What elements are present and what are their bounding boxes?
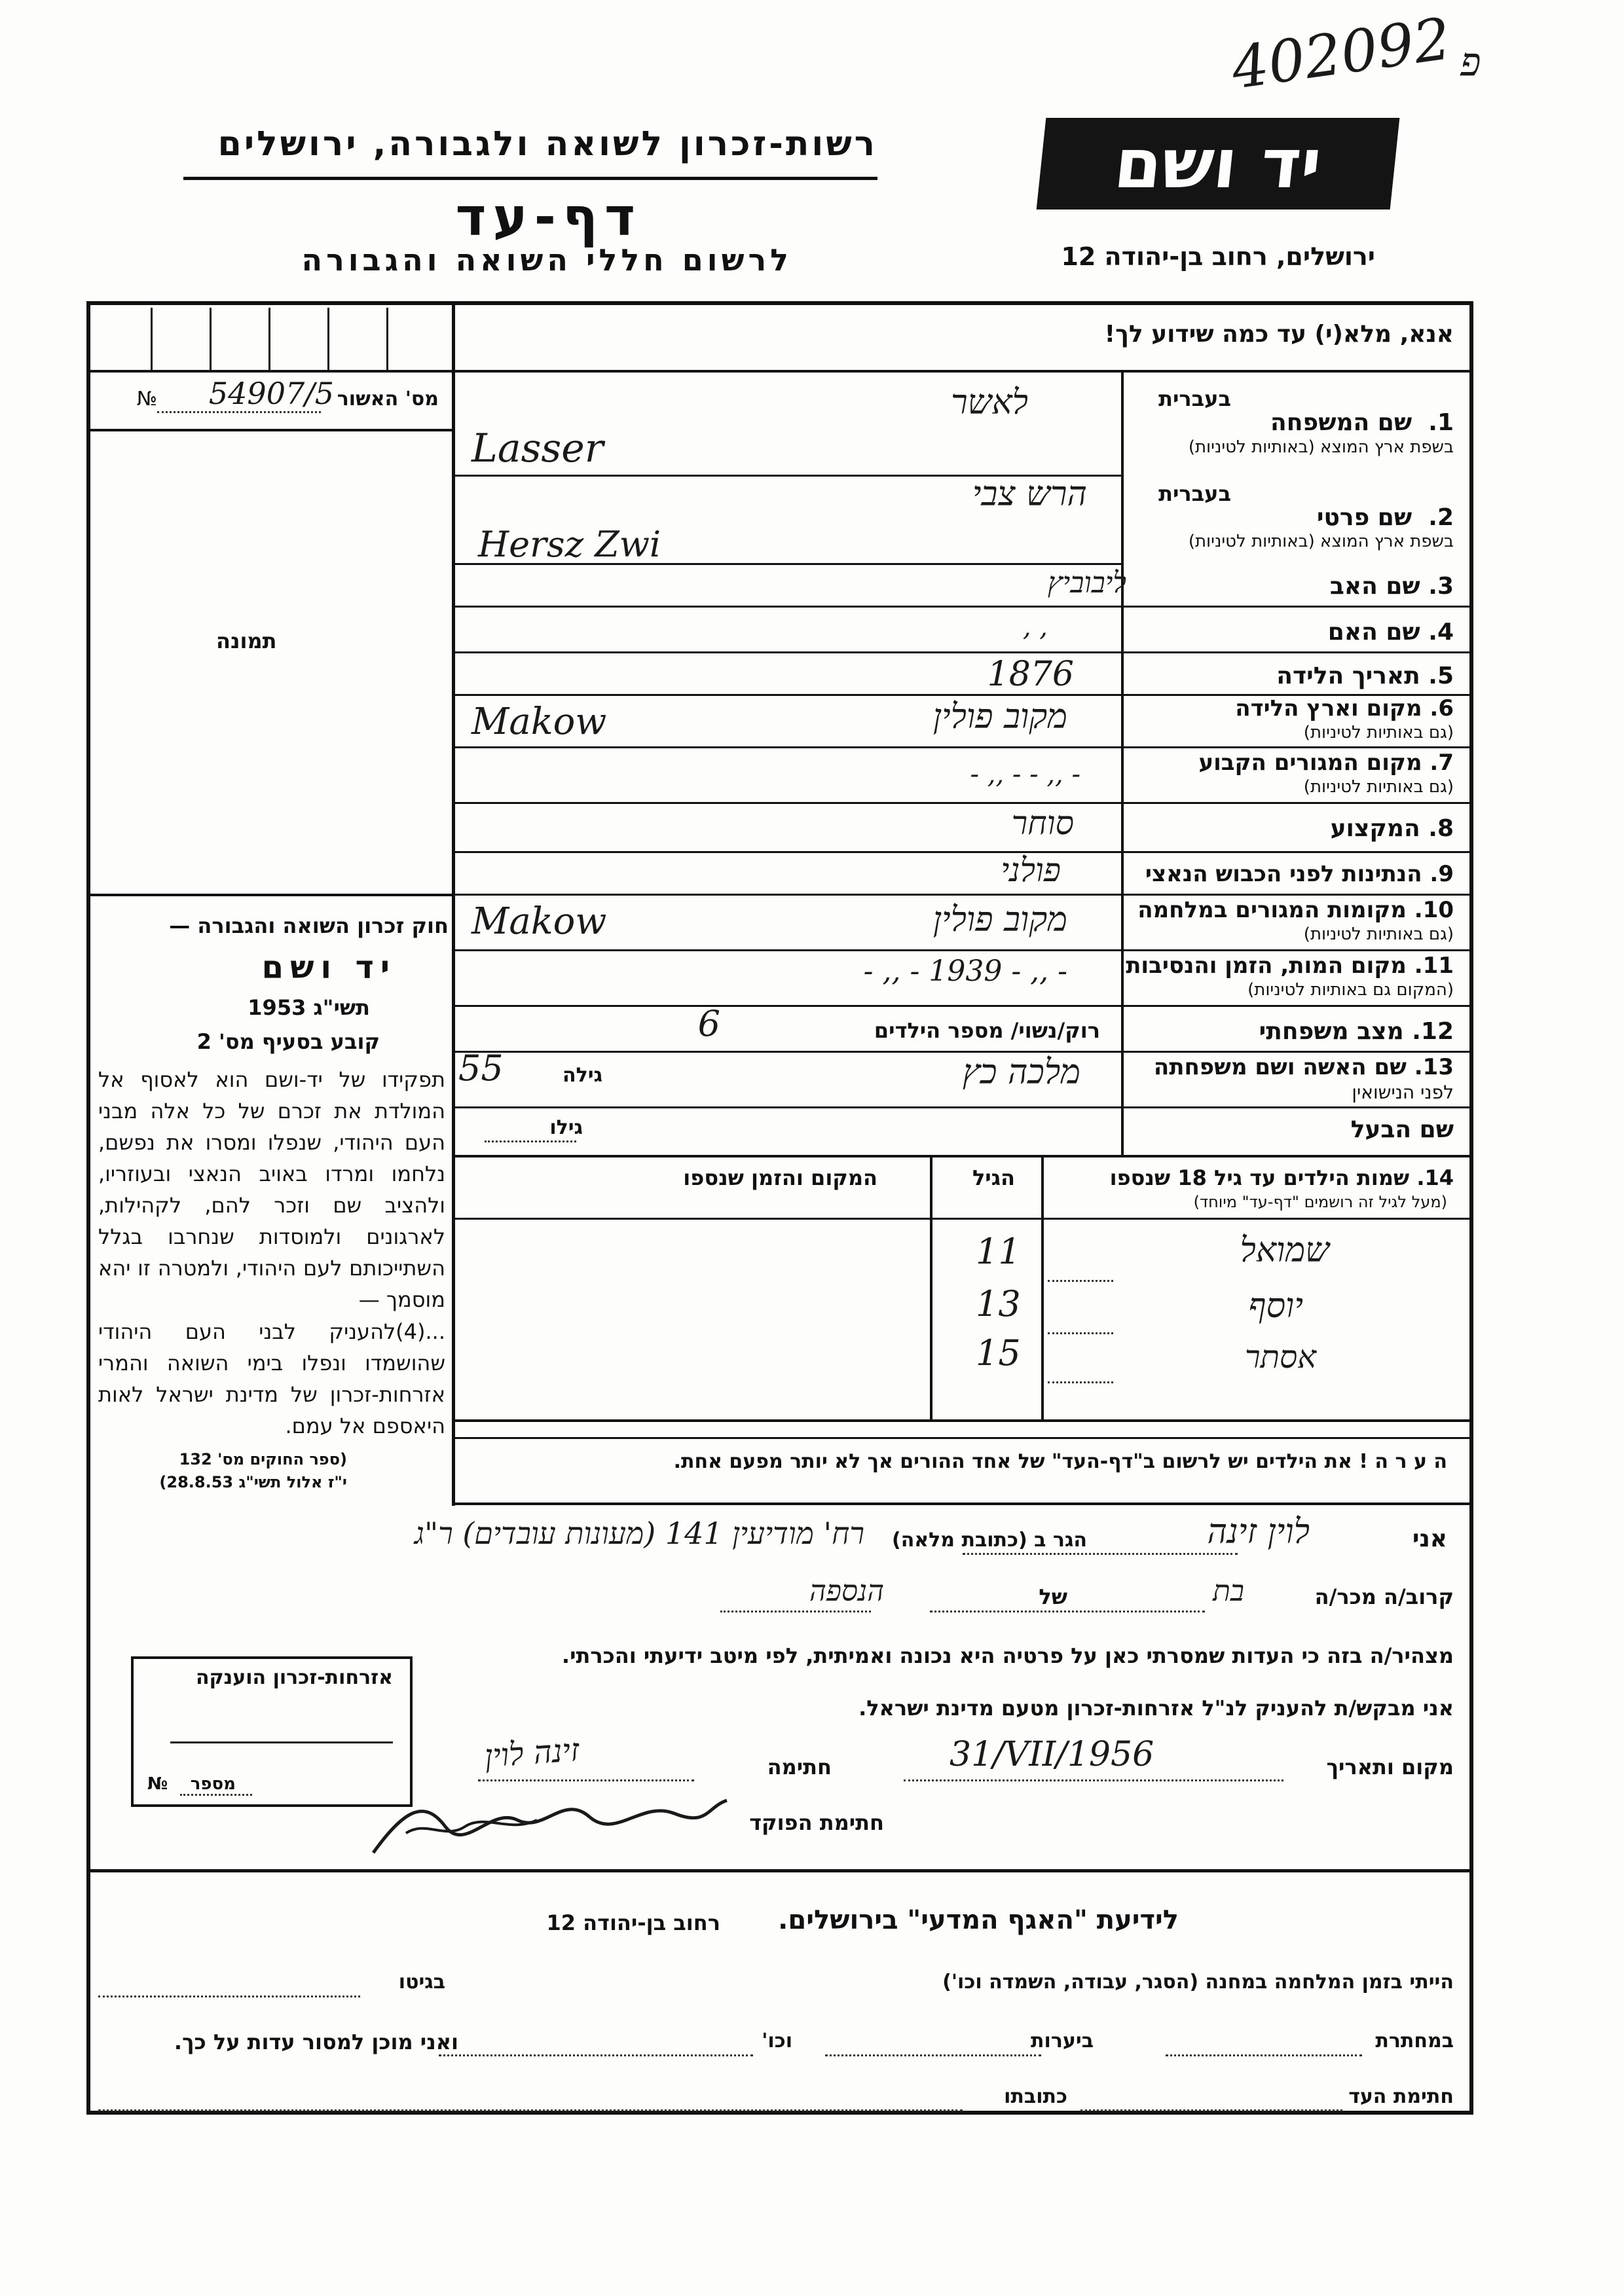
header-address: ירושלים, רחוב בן-יהודה 12: [1061, 242, 1375, 271]
residence[interactable]: - ,, - - ,, -: [970, 759, 1080, 790]
law-name: יד ושם: [261, 949, 396, 986]
fill-request: אנא, מלא(י) עד כמה שידוע לך!: [1104, 321, 1454, 348]
field-3-text: שם האב: [1329, 573, 1420, 600]
children-table-note: (מעל לגיל זה רושמים "דף-עד" מיוחד): [1193, 1193, 1447, 1211]
place-date[interactable]: 31/VII/1956: [950, 1735, 1154, 1774]
death-place[interactable]: - ,, - 1939 - ,, -: [863, 955, 1067, 988]
bottom-address: רחוב בן-יהודה 12: [546, 1910, 720, 1935]
field-5-num: 5.: [1428, 663, 1454, 689]
field-12-text: מצב משפחתי: [1259, 1018, 1404, 1045]
children-count[interactable]: 6: [697, 1003, 720, 1044]
stamp-note: פ: [1460, 39, 1481, 85]
occupation[interactable]: סוחר: [1011, 804, 1074, 842]
field-7-sub: (גם באותיות לטיניות): [1303, 777, 1454, 797]
field-1-num: 1.: [1428, 409, 1454, 436]
birth-date[interactable]: 1876: [987, 655, 1074, 694]
field-6-text: מקום וארץ הלידה: [1235, 695, 1422, 721]
of-label: של: [1039, 1584, 1067, 1609]
field-11-label: [1126, 953, 1454, 979]
field-13-text: שם האשה ושם משפחתה: [1153, 1054, 1407, 1080]
relation[interactable]: בת: [1212, 1575, 1244, 1608]
field-11-text: מקום המות, הזמן והנסיבות: [1126, 953, 1407, 979]
law-year: תשי"ג 1953: [248, 995, 370, 1020]
first-name-latin[interactable]: Hersz Zwi: [478, 524, 661, 565]
cert-label: מס' האשור: [337, 388, 439, 410]
field-3-label: [1330, 573, 1454, 600]
field-2-num: 2.: [1428, 504, 1454, 531]
children-table-title: [1110, 1165, 1454, 1190]
declarant-signature[interactable]: זינה לוין: [483, 1732, 581, 1775]
law-clause: קובע בסעיף מס' 2: [196, 1029, 380, 1054]
law-text-2: ...(4)להעניק לבני העם היהודי שהושמדו ונפלו בימי השואה והמרי אזרחות-זכרון של מדינת ישראל לאות היאספם אל עמם.: [98, 1319, 445, 1438]
wartime-residence-hebrew[interactable]: מקוב פולין: [932, 900, 1067, 939]
field-4-num: 4.: [1428, 619, 1454, 646]
field-6-num: 6.: [1430, 695, 1454, 721]
law-title: חוק זכרון השואה והגבורה —: [169, 913, 449, 938]
husband-label: שם הבעל: [1350, 1116, 1454, 1143]
field-2-sub: בשפת ארץ המוצא (באותיות לטיניות): [1188, 532, 1454, 551]
field-8-text: המקצוע: [1330, 815, 1420, 842]
photo-label: תמונה: [216, 629, 277, 653]
surname-latin[interactable]: Lasser: [471, 426, 604, 471]
relative-label: קרוב/ה מכר/ה: [1314, 1584, 1454, 1609]
family-status-options: רוק/נשוי/ מספר הילדים: [874, 1018, 1100, 1043]
declarant-address[interactable]: רח' מודיעין 141 (מעונות עובדים) ר"ג: [414, 1516, 864, 1551]
field-12-label: [1259, 1018, 1454, 1045]
field-6-label: [1235, 695, 1454, 721]
surname-hebrew[interactable]: לאשר: [951, 383, 1028, 422]
field-9-text: הנתינות לפני הכבוש הנאצי: [1145, 861, 1422, 887]
mother-name[interactable]: , ,: [1022, 612, 1048, 642]
field-10-sub: (גם באותיות לטיניות): [1303, 924, 1454, 944]
field-11-sub: (המקום גם באותיות לטיניות): [1247, 980, 1454, 1000]
field-1-text: שם המשפחה: [1270, 409, 1412, 436]
field-6-sub: (גם באותיות לטיניות): [1303, 723, 1454, 742]
cert-prefix: №: [136, 388, 157, 410]
field-13-num: 13.: [1414, 1054, 1454, 1080]
field-7-num: 7.: [1430, 750, 1454, 776]
field-1-label: [1270, 409, 1454, 436]
bottom-heading: לידיעת "האגף המדעי" בירושלים.: [778, 1905, 1179, 1935]
officer-signature-scribble: [367, 1781, 733, 1859]
underground-label: במחתרת: [1375, 2030, 1454, 2052]
birth-place-latin[interactable]: Makow: [471, 701, 607, 743]
field-5-label: [1276, 663, 1454, 689]
etc-label: וכו': [762, 2030, 792, 2052]
husband-age-label: גילו: [549, 1116, 583, 1139]
law-source-2: י"ז אלול תשי"ג 28.8.53): [159, 1473, 347, 1491]
field-13-label: [1154, 1054, 1454, 1080]
field-13-sub: לפני הנישואין: [1352, 1082, 1454, 1103]
col-place-header: המקום והזמן שנספו: [683, 1165, 877, 1190]
yad-vashem-logo: [1037, 118, 1400, 210]
child-name[interactable]: יוסף: [1248, 1286, 1303, 1326]
field-8-label: [1331, 815, 1454, 842]
birth-place-hebrew[interactable]: מקוב פולין: [932, 697, 1067, 737]
child-age[interactable]: 11: [976, 1231, 1021, 1272]
ghetto-label: בגיטו: [398, 1971, 445, 1994]
field-2-label: [1317, 504, 1454, 531]
tick-boxes: [92, 308, 449, 370]
camp-line: הייתי בזמן המלחמה במחנה (הסגר, עבודה, השמדה וכו'): [942, 1971, 1454, 1994]
archive-number-stamp: 402092: [1227, 5, 1455, 102]
place-date-label: מקום ותאריך: [1326, 1755, 1454, 1779]
citizenship-number-label: מספר: [190, 1774, 236, 1794]
officer-signature-label: חתימת הפוקד: [749, 1810, 884, 1835]
page-title: דף-עד: [455, 187, 642, 247]
field-10-num: 10.: [1414, 897, 1454, 923]
law-source-1: (ספר החוקים מס' 132: [179, 1450, 347, 1468]
child-name[interactable]: אסתר: [1245, 1339, 1316, 1376]
wartime-residence-latin[interactable]: Makow: [471, 900, 607, 943]
declarant-name[interactable]: לוין זינה: [1207, 1512, 1310, 1552]
father-name[interactable]: ליבוביץ: [1047, 566, 1126, 600]
signature-label: חתימה: [767, 1755, 832, 1779]
page-subtitle: לרשום חללי השואה והגבורה: [301, 242, 792, 278]
forests-label: ביערות: [1031, 2030, 1094, 2052]
citizenship-no: №: [147, 1774, 168, 1794]
law-text: תפקידו של יד-ושם הוא לאסוף אל המולדת את זכרם של כל אלה מבני העם היהודי, שנפלו ומסרו את נפשם, נלחמו ומרדו באויב הנאצי ובעוזריו, ולהציב שם וזכר להם, לקהילות, לארגונים ולמוסדות שנחרבו בגלל השתייכותם לעם היהודי, ולמטרה זו יהא מוסמך —: [98, 1067, 445, 1312]
witness-address-label: כתובתו: [1004, 2085, 1067, 2108]
field-7-text: מקום המגורים הקבוע: [1198, 750, 1422, 776]
declaration-text: מצהיר/ה בזה כי העדות שמסרתי כאן על פרטיה היא נכונה ואמיתית, לפי מיטב ידיעתי והכרתי.: [561, 1643, 1454, 1668]
field-9-num: 9.: [1430, 861, 1454, 887]
declarant-resides-label: הגר ב (כתובת מלאה): [891, 1529, 1087, 1552]
child-age[interactable]: 13: [976, 1283, 1021, 1324]
field-3-num: 3.: [1428, 573, 1454, 600]
children-table-heading: שמות הילדים עד גיל 18 שנספו: [1109, 1165, 1410, 1190]
wife-age[interactable]: 55: [458, 1048, 504, 1089]
citizenship-box-title: אזרחות-זכרון הוענקה: [195, 1666, 393, 1689]
of-name[interactable]: הנספה: [809, 1575, 884, 1608]
field-14-num: 14.: [1416, 1165, 1454, 1190]
nationality[interactable]: פולני: [1001, 851, 1061, 889]
field-1-hebrew-tag: בעברית: [1158, 386, 1231, 411]
witness-signature-label: חתימת העד: [1348, 2085, 1454, 2108]
field-2-hebrew-tag: בעברית: [1158, 481, 1231, 506]
field-11-num: 11.: [1414, 953, 1454, 979]
testimony-willing: ואני מוכן למסור עדות על כך.: [174, 2030, 458, 2054]
cert-number: 54907/5: [208, 376, 334, 411]
field-9-label: [1145, 861, 1454, 887]
field-2-text: שם פרטי: [1316, 504, 1412, 531]
wife-age-label: גילה: [563, 1064, 602, 1087]
field-7-label: [1198, 750, 1454, 776]
field-1-sub: בשפת ארץ המוצא (באותיות לטיניות): [1188, 437, 1454, 457]
first-name-hebrew[interactable]: הרש צבי: [972, 475, 1087, 514]
authority-name: רשות-זכרון לשואה ולגבורה, ירושלים: [217, 124, 877, 164]
field-4-label: [1328, 619, 1454, 646]
field-5-text: תאריך הלידה: [1276, 663, 1420, 689]
field-8-num: 8.: [1428, 815, 1454, 842]
field-4-text: שם האם: [1327, 619, 1420, 646]
child-age[interactable]: 15: [976, 1332, 1021, 1374]
child-name[interactable]: שמואל: [1240, 1231, 1329, 1270]
field-10-text: מקומות המגורים במלחמה: [1137, 897, 1407, 923]
field-10-label: [1137, 897, 1454, 923]
logo-text: יד ושם: [1111, 124, 1325, 204]
citizenship-request: אני מבקש/ת להעניק לנ"ל אזרחות-זכרון מטעם מדינת ישראל.: [858, 1696, 1454, 1721]
wife-name[interactable]: מלכה כץ: [962, 1053, 1080, 1092]
declarant-ani: אני: [1412, 1525, 1447, 1552]
col-age-header: הגיל: [972, 1165, 1015, 1190]
field-12-num: 12.: [1412, 1018, 1454, 1045]
remark: ה ע ר ה ! את הילדים יש לרשום ב"דף-העד" של אחד ההורים אך לא יותר מפעם אחת.: [673, 1450, 1447, 1473]
